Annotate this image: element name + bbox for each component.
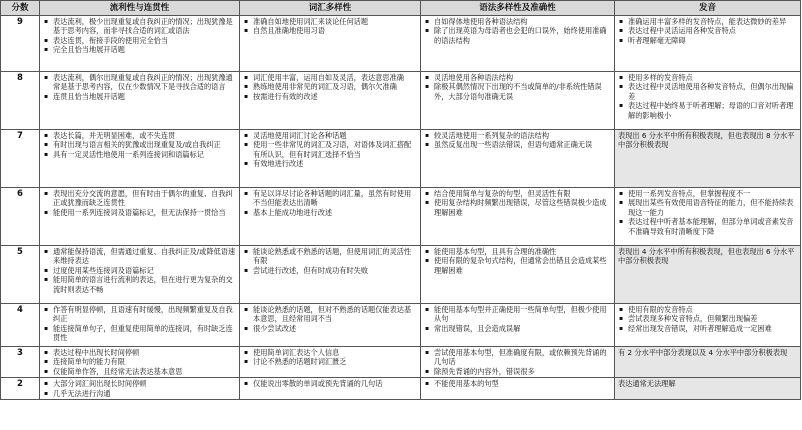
header-row (1, 1, 801, 16)
cell-grammar (421, 304, 615, 347)
descriptor-list (424, 17, 612, 45)
band-score: 5 (1, 246, 40, 304)
descriptor-list (243, 131, 418, 169)
descriptor-item: ▪ 按需进行有效的改述 (243, 92, 418, 101)
descriptor-item: ▪ 使用多样的发音特点 (618, 73, 798, 82)
descriptor-item: ▪ 大部分词汇间出现长时间停顿 (43, 379, 237, 388)
cell-pronunciation (615, 246, 801, 304)
descriptor-list (424, 379, 612, 388)
descriptor-list (424, 189, 612, 217)
table-row (1, 378, 801, 400)
cell-fluency-coherence (40, 72, 240, 130)
descriptor-item: 有 2 分水平中部分表现以及 4 分水平中部分积极表现 (618, 348, 788, 357)
descriptor-list (243, 379, 418, 388)
cell-lexical-resource (240, 378, 421, 400)
descriptor-item: ▪ 词汇使用丰富，运用自如及灵活，表达意思准确 (243, 73, 418, 82)
table-row (1, 130, 801, 188)
descriptor-item: ▪ 自如得体地使用各种语法结构 (424, 17, 612, 26)
descriptor-item: ▪ 除预先背诵的内容外，错误很多 (424, 367, 612, 376)
header-score: 分数 (1, 1, 40, 16)
header-fluency-coherence: 流利性与连贯性 (40, 1, 240, 16)
cell-grammar (421, 246, 615, 304)
cell-lexical-resource (240, 347, 421, 378)
descriptor-item: ▪ 表达流利，偶尔出现重复或自我纠正的情况；出现犹豫通常是基于思考内容，仅在少数情况下是寻找合适的语言 (43, 73, 237, 92)
cell-grammar (421, 72, 615, 130)
cell-fluency-coherence (40, 347, 240, 378)
descriptor-item: ▪ 使用简单词汇表达个人信息 (243, 348, 418, 357)
cell-fluency-coherence (40, 188, 240, 246)
descriptor-item: ▪ 能谈论熟悉或不熟悉的话题，但使用词汇的灵活性有限 (243, 247, 418, 266)
descriptor-item: ▪ 准确运用丰富多样的发音特点，能表达微妙的差异 (618, 17, 798, 26)
table-row (1, 16, 801, 72)
descriptor-item: ▪ 具有一定灵活性地使用一系列连接词和语篇标记 (43, 150, 237, 159)
cell-grammar (421, 130, 615, 188)
descriptor-list (243, 73, 418, 101)
descriptor-item: ▪ 仅能说出零散的单词或预先背诵的几句话 (243, 379, 418, 388)
descriptor-item: ▪ 灵活地使用各种语法结构 (424, 73, 612, 82)
descriptor-list (243, 305, 418, 333)
table-body (1, 16, 801, 400)
descriptor-list (424, 247, 612, 275)
descriptor-list (43, 379, 237, 398)
descriptor-item: ▪ 作答有明显停顿，且语速有时缓慢，出现频繁重复及自我纠正 (43, 305, 237, 324)
descriptor-item: ▪ 讨论不熟悉的话题时词汇匮乏 (243, 357, 418, 366)
descriptor-item: ▪ 表达连贯，衔接手段的使用完全恰当 (43, 36, 237, 45)
table-row (1, 246, 801, 304)
descriptor-item: 表达通常无法理解 (618, 379, 676, 389)
descriptor-list (424, 131, 612, 150)
descriptor-item: ▪ 仅能简单作答，且经常无法表达基本意思 (43, 367, 237, 376)
descriptor-item: ▪ 能连接简单句子，但重复使用简单的连接词，有时缺乏连贯性 (43, 324, 237, 343)
descriptor-list (243, 189, 418, 217)
descriptor-item: ▪ 不能使用基本的句型 (424, 379, 612, 388)
descriptor-list (43, 305, 237, 343)
cell-grammar (421, 16, 615, 72)
descriptor-item: ▪ 自然且准确地使用习语 (243, 26, 418, 35)
descriptor-item: ▪ 完全且恰当地展开话题 (43, 45, 237, 54)
table-row (1, 304, 801, 347)
descriptor-list (618, 379, 798, 388)
band-score: 4 (1, 304, 40, 347)
descriptor-item: ▪ 使用一些非常见的词汇及习语，对语体及词汇搭配有所认识，但有时词汇选择不恰当 (243, 140, 418, 159)
band-score: 9 (1, 16, 40, 72)
descriptor-item: ▪ 连贯且恰当地展开话题 (43, 92, 237, 101)
cell-lexical-resource (240, 246, 421, 304)
cell-fluency-coherence (40, 378, 240, 400)
descriptor-item: ▪ 基本上能成功地进行改述 (243, 208, 418, 217)
band-score: 8 (1, 72, 40, 130)
descriptor-item: ▪ 几乎无法进行沟通 (43, 389, 237, 398)
descriptor-item: ▪ 结合使用简单与复杂的句型，但灵活性有限 (424, 189, 612, 198)
cell-pronunciation (615, 188, 801, 246)
descriptor-item: ▪ 使用有限的发音特点 (618, 305, 798, 314)
descriptor-list (618, 17, 798, 45)
header-grammar: 语法多样性及准确性 (421, 1, 615, 16)
descriptor-item: ▪ 使用一系列发音特点，但掌握程度不一 (618, 189, 798, 198)
descriptor-item: 表现出 6 分水平中所有积极表现，但也表现出 8 分水平中部分积极表现 (618, 131, 795, 150)
descriptor-item: 表现出 4 分水平中所有积极表现，但也表现出 6 分水平中部分积极表现 (618, 247, 795, 266)
cell-pronunciation (615, 378, 801, 400)
descriptor-list (618, 305, 798, 333)
descriptor-item: ▪ 能使用基本句型，且具有合理的准确性 (424, 247, 612, 256)
band-score: 3 (1, 347, 40, 378)
band-score: 7 (1, 130, 40, 188)
cell-pronunciation (615, 304, 801, 347)
cell-grammar (421, 347, 615, 378)
cell-pronunciation (615, 130, 801, 188)
descriptor-list (618, 247, 798, 266)
descriptor-item: ▪ 过度使用某些连接词及语篇标记 (43, 266, 237, 275)
descriptor-item: ▪ 能用简单的语言进行流利的表达，但在进行更为复杂的交流时则表达不畅 (43, 275, 237, 294)
descriptor-item: ▪ 经常出现发音错误，对听者理解造成一定困难 (618, 324, 798, 333)
descriptor-list (618, 348, 798, 357)
descriptor-item: ▪ 表达过程中灵活地使用各种发音特点，但偶尔出现偏差 (618, 82, 798, 101)
descriptor-list (424, 348, 612, 376)
header-pronunciation: 发音 (615, 1, 801, 16)
descriptor-item: ▪ 使用复杂结构时频繁出现错误，尽管这些错误极少造成理解困难 (424, 198, 612, 217)
cell-grammar (421, 378, 615, 400)
descriptor-list (618, 73, 798, 120)
table-row (1, 347, 801, 378)
descriptor-item: ▪ 听者理解毫无障碍 (618, 36, 798, 45)
descriptor-item: ▪ 使用有限的复杂句式结构，但通常会出错且会造成某些理解困难 (424, 256, 612, 275)
table-row (1, 188, 801, 246)
descriptor-item: ▪ 能使用基本句型并正确使用一些简单句型，但极少使用从句 (424, 305, 612, 324)
descriptor-item: ▪ 能使用一系列连接词及语篇标记，但无法保持一贯恰当 (43, 208, 237, 217)
cell-grammar (421, 188, 615, 246)
descriptor-list (43, 131, 237, 159)
descriptor-list (43, 189, 237, 217)
cell-pronunciation (615, 72, 801, 130)
descriptor-item: ▪ 表达流利，极少出现重复或自我纠正的情况；出现犹豫是基于思考内容，而非寻找合适的词汇或语法 (43, 17, 237, 36)
descriptor-item: ▪ 尝试表现多种发音特点，但频繁出现偏差 (618, 314, 798, 323)
cell-fluency-coherence (40, 130, 240, 188)
descriptor-list (618, 189, 798, 236)
band-score: 2 (1, 378, 40, 400)
descriptor-item: ▪ 尝试使用基本句型，但准确度有限，或依赖预先背诵的几句话 (424, 348, 612, 367)
cell-lexical-resource (240, 16, 421, 72)
descriptor-item: ▪ 除了出现英语为母语者也会犯的口误外，始终使用准确的语法结构 (424, 26, 612, 45)
descriptor-item: ▪ 表现出充分交流的意愿，但有时由于偶尔的重复、自我纠正或犹豫而缺乏连贯性 (43, 189, 237, 208)
descriptor-item: ▪ 表达过程中听者基本能理解，但部分单词或音素发音不准确导致有时清晰度下降 (618, 217, 798, 236)
descriptor-list (424, 305, 612, 333)
descriptor-list (243, 247, 418, 275)
descriptor-list (243, 348, 418, 367)
descriptor-list (243, 17, 418, 36)
cell-lexical-resource (240, 188, 421, 246)
descriptor-list (43, 348, 237, 376)
descriptor-item: ▪ 熟练地使用非常见的词汇及习语，偶尔欠准确 (243, 82, 418, 91)
table-row (1, 72, 801, 130)
descriptor-item: ▪ 有效地进行改述 (243, 159, 418, 168)
cell-pronunciation (615, 16, 801, 72)
descriptor-item: ▪ 表达过程中灵活运用各种发音特点 (618, 26, 798, 35)
descriptor-item: ▪ 灵活地使用词汇讨论各种话题 (243, 131, 418, 140)
descriptor-item: ▪ 准确自如地使用词汇来谈论任何话题 (243, 17, 418, 26)
descriptor-item: ▪ 能谈论熟悉的话题，但对不熟悉的话题仅能表达基本意思，且经常用词不当 (243, 305, 418, 324)
cell-lexical-resource (240, 304, 421, 347)
descriptor-list (424, 73, 612, 101)
descriptor-item: ▪ 展现出某些有效使用语音特征的能力，但不能持续表现这一能力 (618, 198, 798, 217)
descriptor-list (43, 73, 237, 101)
descriptor-item: ▪ 尝试进行改述，但有时成功有时失败 (243, 266, 418, 275)
descriptor-item: ▪ 连接简单句的能力有限 (43, 357, 237, 366)
descriptor-item: ▪ 表达长篇，并无明显困难，或不失连贯 (43, 131, 237, 140)
descriptor-list (43, 247, 237, 294)
cell-fluency-coherence (40, 16, 240, 72)
cell-lexical-resource (240, 72, 421, 130)
descriptor-item: ▪ 有足以详尽讨论各种话题的词汇量，虽然有时使用不当但能表达出清晰 (243, 189, 418, 208)
descriptor-item: ▪ 除极其偶然情况下出现的不当或简单的/非系统性错误外，大部分语句准确无误 (424, 82, 612, 101)
descriptor-item: ▪ 常出现错误，且会造成误解 (424, 324, 612, 333)
cell-fluency-coherence (40, 246, 240, 304)
descriptor-item: ▪ 有时出现与语言相关的犹豫或出现重复及/或自我纠正 (43, 140, 237, 149)
cell-pronunciation (615, 347, 801, 378)
descriptor-item: ▪ 表达过程中出现长时间停顿 (43, 348, 237, 357)
descriptor-item: ▪ 虽然反复出现一些语法错误，但语句通常正确无误 (424, 140, 612, 149)
descriptor-item: ▪ 较灵活地使用一系列复杂的语法结构 (424, 131, 612, 140)
descriptor-list (618, 131, 798, 150)
band-score: 6 (1, 188, 40, 246)
descriptor-item: ▪ 通常能保持语流，但需通过重复、自我纠正及/或降低语速来维持表达 (43, 247, 237, 266)
descriptor-item: ▪ 很少尝试改述 (243, 324, 418, 333)
cell-fluency-coherence (40, 304, 240, 347)
descriptor-list (43, 17, 237, 55)
descriptor-item: ▪ 表达过程中始终易于听者理解；母语的口音对听者理解的影响极小 (618, 101, 798, 120)
cell-lexical-resource (240, 130, 421, 188)
header-lexical-resource: 词汇多样性 (240, 1, 421, 16)
